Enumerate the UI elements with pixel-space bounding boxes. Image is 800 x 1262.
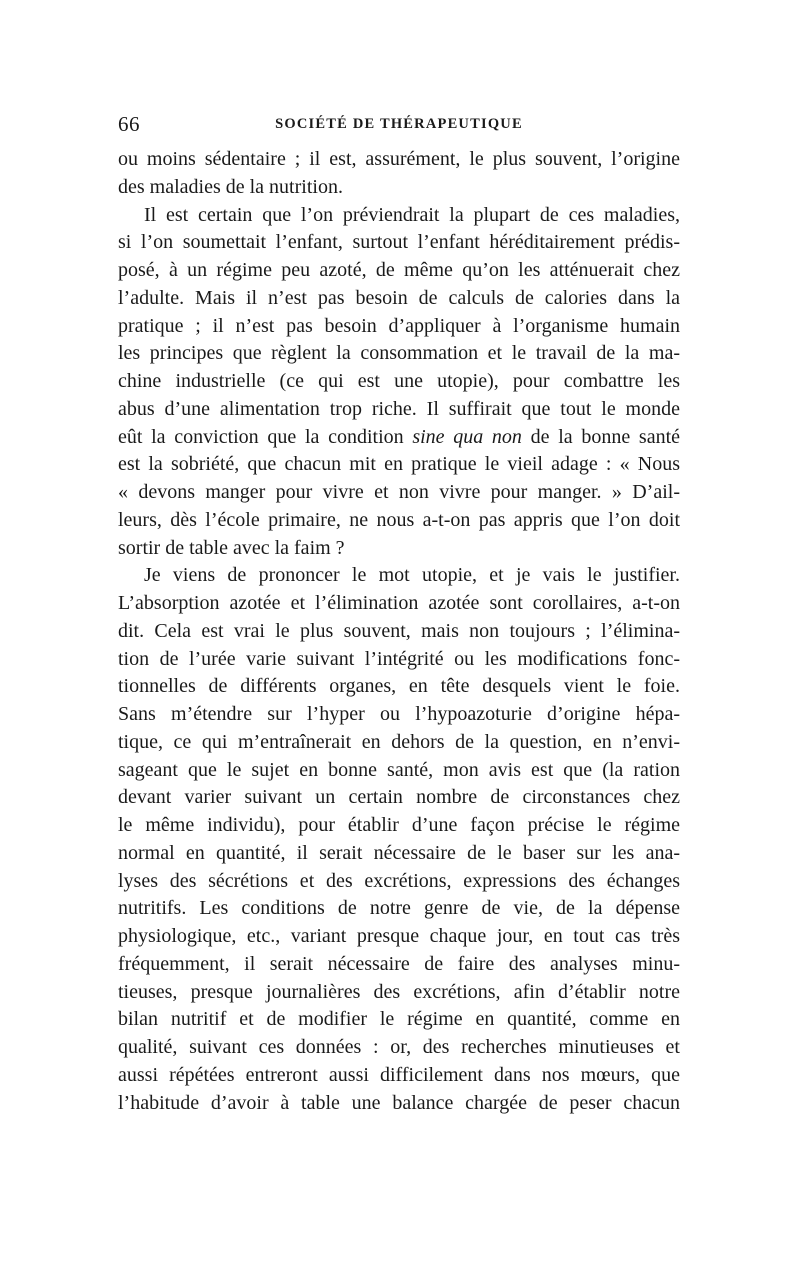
text-line: L’absorption azotée et l’élimination azotée sont corollaires, a-t-on: [118, 592, 680, 614]
text-line: tion de l’urée varie suivant l’intégrité ou les modifications fonc-: [118, 647, 680, 670]
text-line: des maladies de la nutrition.: [118, 175, 343, 198]
text-line: leurs, dès l’école primaire, ne nous a-t-on pas appris que l’on doit: [118, 508, 680, 531]
text-segment: de la bonne santé: [521, 425, 680, 448]
text-line: Je viens de prononcer le mot utopie, et je vais le justifier.: [144, 564, 680, 587]
text-line: Il est certain que l’on préviendrait la plupart de ces maladies,: [144, 203, 680, 226]
book-page: [118, 112, 680, 1117]
text-line: normal en quantité, il serait nécessaire de le baser sur les ana-: [118, 841, 680, 864]
text-line: tionnelles de différents organes, en tête desquels vient le foie.: [118, 675, 680, 698]
page-number: 66: [118, 112, 140, 136]
text-line: bilan nutritif et de modifier le régime en quantité, comme en: [118, 1008, 680, 1031]
text-line: abus d’une alimentation trop riche. Il suffirait que tout le monde: [118, 397, 680, 420]
body-text: [118, 146, 680, 1117]
text-line: le même individu), pour établir d’une façon précise le régime: [118, 814, 680, 836]
text-line: lyses des sécrétions et des excrétions, expressions des échanges: [118, 869, 680, 892]
text-line: dit. Cela est vrai le plus souvent, mais non toujours ; l’élimina-: [118, 619, 680, 642]
text-line: ou moins sédentaire ; il est, assurément, le plus souvent, l’origine: [118, 148, 680, 170]
text-line: Sans m’étendre sur l’hyper ou l’hypoazoturie d’origine hépa-: [118, 703, 680, 725]
text-line: sortir de table avec la faim ?: [118, 536, 345, 559]
text-line: tieuses, presque journalières des excrétions, afin d’établir notre: [118, 980, 680, 1003]
text-line: physiologique, etc., variant presque chaque jour, en tout cas très: [118, 925, 680, 947]
text-line: posé, à un régime peu azoté, de même qu’on les atténuerait chez: [118, 259, 680, 281]
text-line: les principes que règlent la consommation et le travail de la ma-: [118, 342, 680, 365]
text-line: fréquemment, il serait nécessaire de faire des analyses minu-: [118, 952, 680, 975]
text-line: l’habitude d’avoir à table une balance chargée de peser chacun: [118, 1091, 680, 1114]
text-line: nutritifs. Les conditions de notre genre de vie, de la dépense: [118, 897, 680, 920]
text-line: « devons manger pour vivre et non vivre pour manger. » D’ail-: [118, 481, 680, 503]
italic-phrase: sine qua non: [412, 425, 522, 448]
text-segment: eût la conviction que la condition: [118, 425, 413, 448]
text-line: sageant que le sujet en bonne santé, mon avis est que (la ration: [118, 758, 680, 781]
text-line: devant varier suivant un certain nombre de circonstances chez: [118, 786, 680, 809]
text-line: aussi répétées entreront aussi difficilement dans nos mœurs, que: [118, 1063, 680, 1086]
running-header: [118, 112, 680, 146]
text-line: qualité, suivant ces données : or, des recherches minutieuses et: [118, 1036, 680, 1058]
text-line-with-italic: [118, 424, 680, 452]
running-title: SOCIÉTÉ DE THÉRAPEUTIQUE: [275, 116, 523, 132]
text-line: est la sobriété, que chacun mit en pratique le vieil adage : « Nous: [118, 453, 680, 476]
text-line: l’adulte. Mais il n’est pas besoin de calculs de calories dans la: [118, 286, 680, 309]
text-line: tique, ce qui m’entraînerait en dehors de la question, en n’envi-: [118, 730, 680, 753]
text-line: pratique ; il n’est pas besoin d’appliquer à l’organisme humain: [118, 314, 680, 337]
text-line: chine industrielle (ce qui est une utopie), pour combattre les: [118, 370, 680, 392]
text-line: si l’on soumettait l’enfant, surtout l’enfant héréditairement prédis-: [118, 231, 680, 254]
